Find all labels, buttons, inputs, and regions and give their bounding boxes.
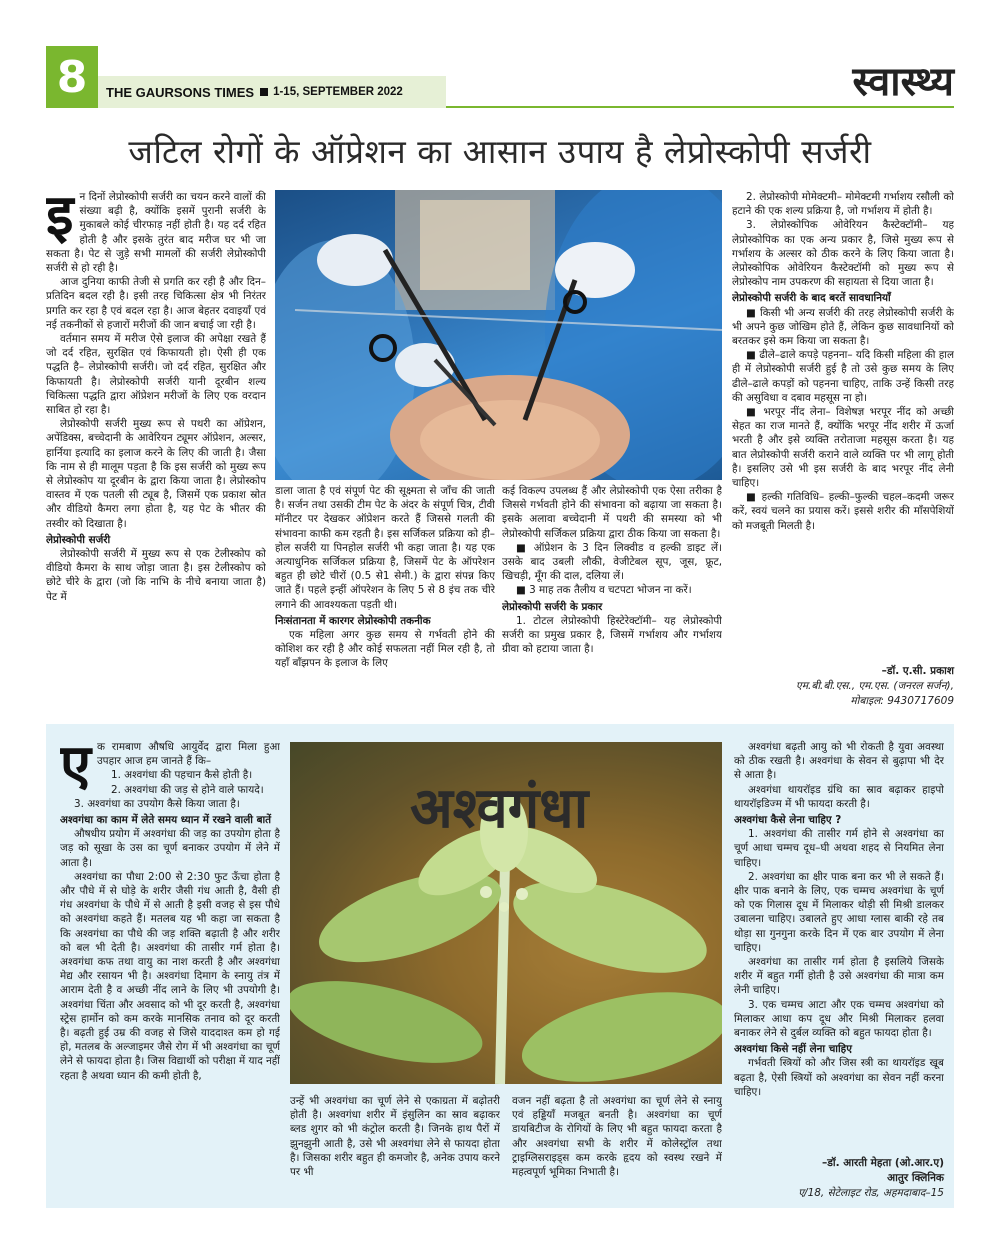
surgery-photo (275, 190, 722, 480)
paragraph: 2. अश्वगंधा का क्षीर पाक बना कर भी ले सकते हैं। क्षीर पाक बनाने के लिए, एक चम्मच अश्वगंधा के चूर्ण को एक गिलास दूध में मिलाकर थोड़ी सी मिश्री डालकर उबालना चाहिए। उबालते हुए आधा ग्लास बाकी रहे तब थोड़ा सा गुनगुना करके दिन में एक बार उपयोग में लेना चाहिए। (734, 870, 944, 954)
list-item: 2. अश्वगंधा की जड़ से होने वाले फायदे। (110, 783, 264, 796)
article2-column-1 (60, 740, 280, 1190)
author-clinic: आतुर क्लिनिक (887, 1172, 944, 1184)
paragraph: अश्वगंधा थायरॉइड ग्रंथि का स्राव बढ़ाकर हाइपो थायरॉइडिज्म में भी फायदा करती है। (734, 783, 944, 810)
paragraph: लेप्रोस्कोपी सर्जरी में मुख्य रूप से एक टेलीस्कोप को वीडियो कैमरा के साथ जोड़ा जाता है। इस टेलीस्कोप को छोटे चीरे के द्वारा (जो कि नाभि के नीचे बनाया जाता है) पेट में (46, 548, 266, 603)
subheading: लेप्रोस्कोपी सर्जरी के प्रकार (502, 600, 603, 613)
paragraph: 3. एक चम्मच आटा और एक चम्मच अश्वगंधा को मिलाकर आधा कप दूध और मिश्री मिलाकर हलवा बनाकर लेने से दुर्बल व्यक्ति को बहुत फायदा होता है। (734, 998, 944, 1040)
header-rule (446, 106, 954, 108)
dropcap: ए (60, 740, 91, 798)
paragraph: अश्वगंधा का पौधा 2:00 से 2:30 फुट ऊँचा होता है और पौधे में से घोड़े के शरीर जैसी गंध आती है, वैसी ही गंध अश्वगंधा के पौधे में से आती है इसी वजह से इस पौधे को अश्वगंधा कहते हैं। मतलब यह भी कहा जा सकता है कि अश्वगंधा का पौधे की जड़ शक्ति बढ़ाती है और शरीर को बल भी देती है। अश्वगंधा की तासीर गर्म होता है। अश्वगंधा कफ तथा वायु का नाश करती है और अश्वगंधा मेद्य और रसायन भी है। अश्वगंधा दिमाग के स्नायु तंत्र में आराम देती है व अच्छी नींद लाने के लिए भी उपयोगी है। अश्वगंधा चिंता और अवसाद को भी दूर करती है, अश्वगंधा स्ट्रेस हार्मोन को कम करके मानसिक तनाव को दूर करती है। बढ़ती हुई उम्र की वजह से जिसे याददाश्त कम हो गई हो, मतलब के अल्जाइमर जैसे रोग में भी अश्वगंधा का चूर्ण लेने से फायदा होता है। जिस विद्यार्थी को परीक्षा में याद नहीं रहता है अथवा ध्यान की कमी होती है, (60, 870, 280, 1082)
author-name: –डॉ. ए.सी. प्रकाश (881, 665, 954, 677)
dropcap: इ (46, 190, 74, 248)
paragraph: वर्तमान समय में मरीज ऐसे इलाज की अपेक्षा रखते हैं जो दर्द रहित, सुरक्षित एवं किफायती हो। ऐसी ही एक पद्धति है– लेप्रोस्कोपी सर्जरी। जो दर्द रहित, सुरक्षित और किफायती है। लेप्रोस्कोपी सर्जरी यानी दूरबीन शल्य चिकित्सा पद्धति द्वारा ऑप्रेशन मरीजों के लिए एक वरदान साबित हो रहा है। (46, 333, 266, 417)
author-phone: मोबाइल: 9430717609 (850, 695, 954, 707)
paragraph: 2. लेप्रोस्कोपी मोमेक्टमी– मोमेक्टमी गर्भाशय रसौली को हटाने की एक शल्य प्रक्रिया है, जो गर्भाशय में होती है। (732, 191, 954, 218)
article2-author-byline (734, 1156, 944, 1201)
publication-name: THE GAURSONS TIMES (106, 84, 255, 100)
masthead (98, 76, 446, 108)
section-label: स्वास्थ्य (852, 58, 954, 105)
article1-author-byline (732, 664, 954, 709)
paragraph: 1. अश्वगंधा की तासीर गर्म होने से अश्वगंधा का चूर्ण आधा चम्मच दूध–घी अथवा शहद से नियमित लेना चाहिए। (734, 828, 944, 869)
bullet-item: ■ भरपूर नींद लेना– विशेषज्ञ भरपूर नींद को अच्छी सेहत का राज मानते हैं, क्योंकि भरपूर नींद शरीर में ऊर्जा भरती है और इसे व्यक्ति तरोताजा महसूस करता है। यह बात लेप्रोस्कोपी सर्जरी कराने वाले व्यक्ति पर भी लागू होती है। इसलिए उसे भी इस सर्जरी के बाद भरपूर नींद लेनी चाहिए। (732, 406, 954, 490)
article1-column-3 (502, 484, 722, 710)
paragraph: डाला जाता है एवं संपूर्ण पेट की सूक्ष्मता से जाँच की जाती है। सर्जन तथा उसकी टीम पेट के अंदर के संपूर्ण चित्र, टीवी मॉनीटर पर देखकर ऑप्रेशन करते हैं जिससे गलती की संभावना काफी कम रहती है। इस सर्जिकल प्रक्रिया को ही– होल सर्जरी या पिनहोल सर्जरी भी कहा जाता है। यह एक अत्याधुनिक सर्जिकल प्रक्रिया है, जिसमें पेट के ऑपरेशन बहुत ही छोटे चीरों (0.5 से1 सेमी.) के द्वारा संपन्न किए जाते हैं। पहले इन्हीं ऑपरेशन के लिए 5 से 8 इंच तक चीरे लगाने की आवश्यकता पड़ती थी। (275, 485, 495, 611)
paragraph: कई विकल्प उपलब्ध हैं और लेप्रोस्कोपी एक ऐसा तरीका है जिससे गर्भवती होने की संभावना को बढ़ाया जा सकता है। इसके अलावा बच्चेदानी में पथरी की समस्या को भी लेप्रोस्कोपी सर्जिकल प्रक्रिया द्वारा ठीक किया जा सकता है। (502, 485, 722, 540)
paragraph: आज दुनिया काफी तेजी से प्रगति कर रही है और दिन–प्रतिदिन बदल रही है। इसी तरह चिकित्सा क्षेत्र भी निरंतर प्रगति कर रहा है एवं बदल रहा है। आज बेहतर दवाइयाँ एवं नई तकनीकों से हजारों मरीजों की जान बचाई जा रही है। (46, 276, 266, 331)
paragraph: 1. टोटल लेप्रोस्कोपी हिस्टेरेक्टॉमी– यह लेप्रोस्कोपी सर्जरी का प्रमुख प्रकार है, जिसमें गर्भाशय और गर्भाशय ग्रीवा को हटाया जाता है। (502, 614, 722, 656)
article2-column-4 (734, 740, 944, 1154)
bullet-item: ■ किसी भी अन्य सर्जरी की तरह लेप्रोस्कोपी सर्जरी के भी अपने कुछ जोखिम होते हैं, लेकिन कुछ सावधानियों को बरतकर इसे कम किया जा सकता है। (732, 306, 954, 348)
paragraph: न दिनों लेप्रोस्कोपी सर्जरी का चयन करने वालों की संख्या बढ़ी है, क्योंकि इसमें पुरानी सर्जरी के मुकाबले कोई चीरफाड़ नहीं होती है। यह दर्द रहित होती है और इसके तुरंत बाद मरीज घर भी जा सकता है। पेट से जुड़े सभी मामलों की सर्जरी लेप्रोस्कोपी सर्जरी से हो रही है। (46, 191, 266, 275)
paragraph: अश्वगंधा का तासीर गर्म होता है इसलिये जिसके शरीर में बहुत गर्मी होती है उसे अश्वगंधा की मात्रा कम लेनी चाहिए। (734, 956, 944, 997)
paragraph: वजन नहीं बढ़ता है तो अश्वगंधा का चूर्ण लेने से स्नायु एवं हड्डियाँ मजबूत बनती है। अश्वगंधा का चूर्ण डायबिटीज के रोगियों के लिए भी बहुत फायदा करता है और अश्वगंधा सभी के शरीर में कोलेस्ट्रॉल तथा ट्राइग्लिसराइड्स कम करके हृदय को स्वस्थ रखने में महत्वपूर्ण भूमिका निभाती है। (512, 1095, 722, 1179)
square-separator-icon (260, 88, 268, 96)
paragraph: 3. लेप्रोस्कोपिक ओवेरियन कैस्टेक्टॉमी– यह लेप्रोस्कोपिक का एक अन्य प्रकार है, जिसे मुख्य रूप से गर्भाशय के अल्सर को ठीक करने के लिए किया जाता है। लेप्रोस्कोपिक ओवेरियन कैस्टेक्टॉमी को मुख्य रूप से लेप्रोस्कोप नाम उपकरण की सहायता से दिया जाता है। (732, 219, 954, 289)
page-number: 8 (46, 46, 98, 108)
subheading: अश्वगंधा का काम में लेते समय ध्यान में रखने वाली बातें (60, 814, 272, 827)
paragraph: एक महिला अगर कुछ समय से गर्भवती होने की कोशिश कर रही है और कोई सफलता नहीं मिल रही है, तो यहाँ बाँझपन के इलाज के लिए (275, 629, 495, 670)
subheading: निःसंतानता में कारगर लेप्रोस्कोपी तकनीक (275, 614, 431, 627)
author-degrees: एम.बी.बी.एस., एम.एस. (जनरल सर्जन), (795, 680, 954, 692)
paragraph: लेप्रोस्कोपी सर्जरी मुख्य रूप से पथरी का ऑप्रेशन, अपेंडिक्स, बच्चेदानी के आवेरियन ट्यूमर ऑप्रेशन, अल्सर, हार्निया इत्यादि का इलाज करने के लिए की जाती है। जैसा कि नाम से ही मालूम पड़ता है कि इस सर्जरी को मुख्य रूप से लेप्रोस्कोप या दूरबीन के द्वारा किया जाता है। लेप्रोस्कोप वास्तव में एक पतली सी ट्यूब है, जिसमें एक प्रकाश स्रोत और वीडियो कैमरा लगा होता है, यह पेट के भीतर की तस्वीर को दिखाता है। (46, 418, 266, 530)
bullet-item: ■ हल्की गतिविधि– हल्की–फुल्की चहल–कदमी जरूर करें, स्वयं चलने का प्रयास करें। इससे शरीर की माँसपेशियों को मजबूती मिलती है। (732, 491, 954, 532)
article1-column-1 (46, 190, 266, 710)
paragraph: गर्भवती स्त्रियों को और जिस स्त्री का थायरॉइड खूब बढ़ता है, ऐसी स्त्रियों को अश्वगंधा का सेवन नहीं करना चाहिए। (734, 1057, 944, 1098)
paragraph: औषधीय प्रयोग में अश्वगंधा की जड़ का उपयोग होता है जड़ को सूखा के उस का चूर्ण बनाकर उपयोग में लेने में आता है। (60, 828, 280, 869)
issue-date: 1-15, SEPTEMBER 2022 (273, 86, 403, 98)
surgery-illustration (275, 190, 722, 480)
subheading: अश्वगंधा कैसे लेना चाहिए ? (734, 814, 842, 827)
subheading: लेप्रोस्कोपी सर्जरी (46, 533, 111, 546)
subheading: लेप्रोस्कोपी सर्जरी के बाद बरतें सावधानियाँ (732, 292, 891, 305)
bullet-item: ■ ढीले–ढाले कपड़े पहनना– यदि किसी महिला की हाल ही में लेप्रोस्कोपी सर्जरी हुई है तो उसे कुछ समय के लिए ढीले–ढाले कपड़ों को पहनना चाहिए, ताकि उन्हें किसी तरह की असुविधा व दबाव महसूस ना हो। (732, 349, 954, 404)
article2-column-2 (290, 1094, 500, 1194)
bullet-item: ■ 3 माह तक तैलीय व चटपटा भोजन ना करें। (516, 584, 692, 597)
article-headline: जटिल रोगों के ऑप्रेशन का आसान उपाय है लेप्रोस्कोपी सर्जरी (128, 132, 872, 171)
bullet-item: ■ ऑप्रेशन के 3 दिन लिक्वीड व हल्की डाइट लें। उसके बाद उबली लौकी, वेजीटेबल सूप, जूस, फ्रूट, खिचड़ी, मूँग की दाल, दलिया लें। (502, 541, 722, 583)
article1-column-4 (732, 190, 954, 658)
paragraph: क रामबाण औषधि आयुर्वेद द्वारा मिला हुआ उपहार आज हम जानते हैं कि– (96, 741, 280, 768)
paragraph: अश्वगंधा बढ़ती आयु को भी रोकती है युवा अवस्था को ठीक रखती है। अश्वगंधा के सेवन से बुढ़ापा भी देर से आता है। (734, 741, 944, 782)
article1-column-2 (275, 484, 495, 710)
paragraph: उन्हें भी अश्वगंधा का चूर्ण लेने से एकाग्रता में बढ़ोतरी होती है। अश्वगंधा शरीर में इंसुलिन का स्राव बढ़ाकर ब्लड शुगर को भी कंट्रोल करती है। जिनके हाथ पैरों में झुनझुनी आती है, उसे भी अश्वगंधा लेने से फायदा होता है। जिसका शरीर बहुत ही कमजोर है, अनेक उपाय करने पर भी (290, 1095, 500, 1179)
author-name: –डॉ. आरती मेहता (ओ.आर.ए) (822, 1157, 944, 1169)
list-item: 3. अश्वगंधा का उपयोग कैसे किया जाता है। (74, 797, 240, 810)
author-address: ए/18, सेटेलाइट रोड, अहमदाबाद–15 (798, 1187, 944, 1199)
list-item: 1. अश्वगंधा की पहचान कैसे होती है। (110, 769, 253, 782)
subheading: अश्वगंधा किसे नहीं लेना चाहिए (734, 1043, 852, 1056)
ashwagandha-title: अश्वगंधा (410, 775, 589, 841)
article2-column-3 (512, 1094, 722, 1194)
